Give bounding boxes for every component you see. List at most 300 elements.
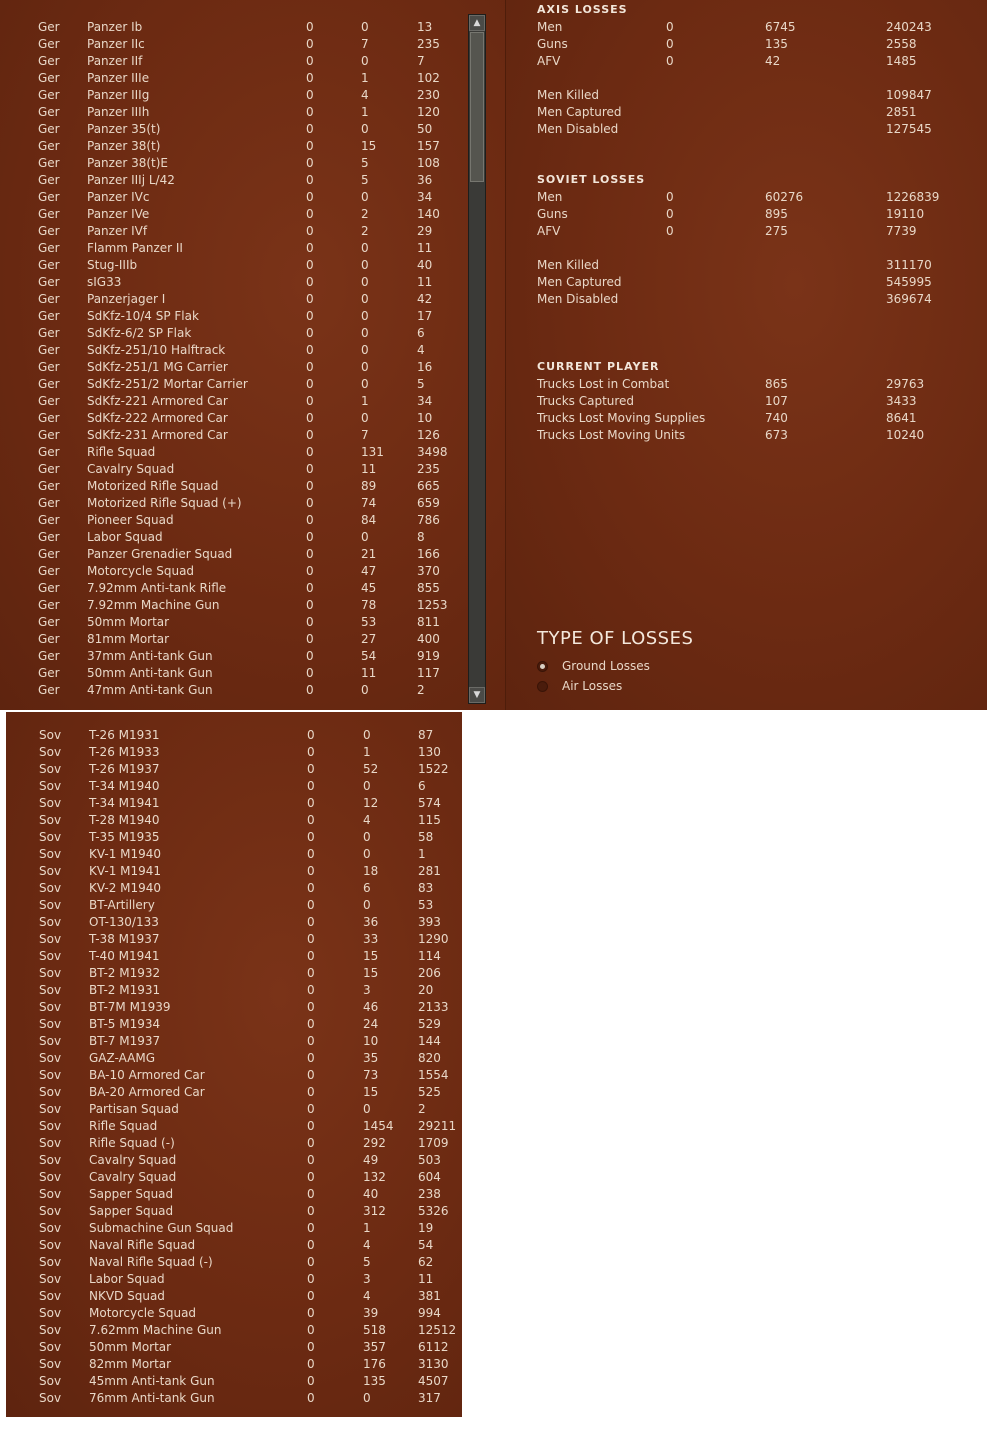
unit-loss-value: 1 [363,1221,371,1235]
unit-loss-value: 135 [363,1374,386,1388]
unit-nationality: Sov [39,830,62,844]
unit-loss-value: 0 [306,615,314,629]
unit-loss-value: 0 [306,20,314,34]
unit-row[interactable] [0,325,505,342]
unit-row[interactable] [0,597,505,614]
stat-value: 60276 [765,190,804,204]
current-player-heading: CURRENT PLAYER [537,360,660,373]
unit-nationality: Sov [39,1221,62,1235]
unit-loss-value: 0 [307,1238,315,1252]
unit-nationality: Ger [38,275,60,289]
unit-nationality: Ger [38,530,60,544]
unit-name: 37mm Anti-tank Gun [87,649,213,663]
unit-loss-value: 0 [363,1391,371,1405]
unit-name: T-26 M1933 [89,745,160,759]
unit-nationality: Ger [38,581,60,595]
unit-loss-value: 0 [306,88,314,102]
unit-loss-value: 0 [361,343,369,357]
scroll-thumb[interactable] [470,32,484,182]
stat-value: 2851 [886,105,917,119]
unit-nationality: Ger [38,326,60,340]
unit-loss-value: 53 [361,615,377,629]
stat-value: 369674 [886,292,932,306]
unit-loss-total: 1253 [417,598,448,612]
unit-loss-value: 312 [363,1204,386,1218]
unit-loss-value: 0 [306,173,314,187]
unit-loss-value: 0 [307,949,315,963]
unit-row[interactable] [6,1186,462,1203]
unit-loss-total: 29211 [418,1119,457,1133]
unit-nationality: Ger [38,360,60,374]
unit-loss-value: 0 [306,513,314,527]
unit-row[interactable] [6,1152,462,1169]
unit-row[interactable] [6,1118,462,1135]
unit-row[interactable] [0,461,505,478]
unit-nationality: Ger [38,343,60,357]
unit-nationality: Ger [38,666,60,680]
unit-nationality: Sov [39,1374,62,1388]
unit-loss-total: 53 [418,898,434,912]
unit-nationality: Sov [39,881,62,895]
unit-loss-total: 370 [417,564,440,578]
unit-loss-total: 2 [417,683,425,697]
unit-row[interactable] [6,931,462,948]
unit-loss-value: 0 [306,411,314,425]
unit-name: Panzer Ib [87,20,143,34]
unit-loss-total: 166 [417,547,440,561]
unit-name: Submachine Gun Squad [89,1221,234,1235]
unit-row[interactable] [6,1033,462,1050]
unit-row[interactable] [6,1271,462,1288]
unit-loss-total: 7 [417,54,425,68]
unit-loss-value: 39 [363,1306,379,1320]
unit-row[interactable] [0,155,505,172]
unit-loss-value: 0 [306,564,314,578]
unit-row[interactable] [0,308,505,325]
stat-label: Men Disabled [537,292,619,306]
unit-loss-total: 6112 [418,1340,449,1354]
unit-nationality: Ger [38,632,60,646]
unit-name: Motorized Rifle Squad (+) [87,496,242,510]
unit-row[interactable] [6,1237,462,1254]
list-scrollbar[interactable] [468,14,486,704]
unit-loss-value: 0 [307,966,315,980]
unit-row[interactable] [6,1373,462,1390]
unit-row[interactable] [0,342,505,359]
unit-loss-value: 0 [307,796,315,810]
unit-name: 50mm Anti-tank Gun [87,666,213,680]
unit-nationality: Sov [39,1119,62,1133]
unit-row[interactable] [0,206,505,223]
unit-row[interactable] [0,393,505,410]
unit-loss-value: 0 [361,411,369,425]
unit-row[interactable] [6,914,462,931]
unit-loss-value: 0 [363,847,371,861]
unit-loss-value: 0 [306,37,314,51]
unit-name: OT-130/133 [89,915,159,929]
unit-loss-value: 0 [306,530,314,544]
unit-row[interactable] [6,1169,462,1186]
soviet-losses-heading: SOVIET LOSSES [537,173,646,186]
unit-loss-value: 0 [361,530,369,544]
unit-row[interactable] [0,274,505,291]
unit-loss-value: 0 [306,326,314,340]
unit-name: Panzer IVe [87,207,150,221]
unit-row[interactable] [0,665,505,682]
unit-nationality: Sov [39,915,62,929]
unit-row[interactable] [6,1305,462,1322]
unit-nationality: Ger [38,173,60,187]
unit-loss-value: 176 [363,1357,386,1371]
unit-loss-value: 52 [363,762,379,776]
unit-name: BT-7 M1937 [89,1034,161,1048]
unit-row[interactable] [0,376,505,393]
unit-row[interactable] [6,999,462,1016]
scroll-up-icon[interactable]: ▲ [469,15,485,31]
unit-row[interactable] [0,427,505,444]
unit-loss-value: 0 [306,292,314,306]
stat-value: 0 [666,190,674,204]
unit-nationality: Ger [38,122,60,136]
unit-row[interactable] [6,812,462,829]
stat-value: 10240 [886,428,925,442]
unit-row[interactable] [0,478,505,495]
unit-name: BT-7M M1939 [89,1000,171,1014]
unit-name: NKVD Squad [89,1289,165,1303]
unit-loss-total: 4 [417,343,425,357]
unit-row[interactable] [0,104,505,121]
unit-name: T-26 M1931 [89,728,160,742]
unit-name: SdKfz-222 Armored Car [87,411,228,425]
unit-loss-value: 33 [363,932,379,946]
stat-value: 6745 [765,20,796,34]
unit-name: Panzer IVc [87,190,150,204]
unit-loss-total: 11 [418,1272,434,1286]
unit-row[interactable] [6,1203,462,1220]
unit-row[interactable] [6,829,462,846]
unit-loss-total: 34 [417,190,433,204]
unit-row[interactable] [0,614,505,631]
stat-label: Men [537,20,563,34]
unit-row[interactable] [0,529,505,546]
unit-row[interactable] [6,1067,462,1084]
unit-loss-total: 1554 [418,1068,449,1082]
stat-row [506,121,987,138]
unit-loss-value: 5 [361,156,369,170]
unit-nationality: Sov [39,1034,62,1048]
unit-nationality: Ger [38,37,60,51]
unit-row[interactable] [6,1220,462,1237]
unit-loss-total: 1709 [418,1136,449,1150]
unit-loss-total: 235 [417,462,440,476]
stat-value: 3433 [886,394,917,408]
unit-loss-total: 108 [417,156,440,170]
unit-loss-value: 15 [361,139,377,153]
unit-loss-total: 5326 [418,1204,449,1218]
unit-loss-value: 0 [306,649,314,663]
unit-loss-total: 3130 [418,1357,449,1371]
unit-nationality: Sov [39,864,62,878]
unit-nationality: Ger [38,598,60,612]
unit-name: Panzer IIc [87,37,145,51]
unit-name: T-35 M1935 [89,830,160,844]
unit-loss-value: 7 [361,37,369,51]
unit-loss-total: 235 [417,37,440,51]
unit-loss-value: 0 [307,1391,315,1405]
unit-name: Panzer IIIe [87,71,150,85]
unit-loss-total: 503 [418,1153,441,1167]
unit-nationality: Sov [39,796,62,810]
unit-loss-total: 393 [418,915,441,929]
stat-value: 1226839 [886,190,940,204]
unit-loss-value: 47 [361,564,377,578]
unit-loss-total: 230 [417,88,440,102]
unit-row[interactable] [6,880,462,897]
unit-name: BT-Artillery [89,898,155,912]
unit-loss-total: 400 [417,632,440,646]
unit-loss-value: 18 [363,864,379,878]
unit-row[interactable] [6,1390,462,1407]
stat-row [506,393,987,410]
unit-row[interactable] [0,495,505,512]
unit-loss-value: 0 [307,932,315,946]
unit-loss-value: 36 [363,915,379,929]
unit-name: Panzerjager I [87,292,166,306]
unit-row[interactable] [6,778,462,795]
unit-loss-value: 0 [307,1374,315,1388]
unit-nationality: Ger [38,513,60,527]
unit-loss-value: 0 [361,190,369,204]
unit-loss-value: 0 [307,830,315,844]
unit-loss-value: 27 [361,632,377,646]
unit-loss-total: 34 [417,394,433,408]
unit-loss-total: 8 [417,530,425,544]
unit-loss-total: 2 [418,1102,426,1116]
unit-name: Panzer Grenadier Squad [87,547,233,561]
unit-name: Panzer IIIg [87,88,150,102]
unit-nationality: Ger [38,88,60,102]
unit-row[interactable] [0,359,505,376]
unit-row[interactable] [6,761,462,778]
unit-row[interactable] [0,291,505,308]
radio-unselected-icon[interactable] [537,681,548,692]
unit-loss-total: 16 [417,360,433,374]
unit-row[interactable] [0,138,505,155]
unit-row[interactable] [6,1084,462,1101]
unit-loss-value: 0 [306,275,314,289]
unit-loss-total: 19 [418,1221,434,1235]
unit-row[interactable] [0,240,505,257]
unit-name: 7.92mm Anti-tank Rifle [87,581,227,595]
unit-loss-total: 11 [417,275,433,289]
stat-row [506,36,987,53]
unit-nationality: Ger [38,649,60,663]
unit-row[interactable] [6,1050,462,1067]
unit-row[interactable] [0,546,505,563]
unit-loss-value: 0 [306,632,314,646]
stat-value: 0 [666,37,674,51]
unit-loss-value: 1 [361,394,369,408]
unit-loss-value: 40 [363,1187,379,1201]
unit-row[interactable] [0,444,505,461]
unit-loss-value: 15 [363,949,379,963]
unit-row[interactable] [0,53,505,70]
unit-loss-value: 0 [307,1272,315,1286]
unit-row[interactable] [0,172,505,189]
unit-loss-total: 62 [418,1255,434,1269]
unit-loss-total: 13 [417,20,433,34]
stat-value: 8641 [886,411,917,425]
unit-nationality: Sov [39,932,62,946]
unit-row[interactable] [0,189,505,206]
stat-value: 311170 [886,258,932,272]
unit-nationality: Sov [39,728,62,742]
unit-loss-value: 4 [363,1289,371,1303]
stat-value: 7739 [886,224,917,238]
unit-name: BT-2 M1931 [89,983,161,997]
unit-loss-value: 0 [307,1255,315,1269]
unit-row[interactable] [6,948,462,965]
unit-loss-value: 0 [307,1204,315,1218]
unit-name: T-40 M1941 [89,949,160,963]
unit-nationality: Ger [38,615,60,629]
unit-loss-total: 12512 [418,1323,457,1337]
unit-row[interactable] [0,121,505,138]
unit-nationality: Sov [39,898,62,912]
unit-name: sIG33 [87,275,122,289]
unit-loss-total: 659 [417,496,440,510]
unit-loss-value: 0 [361,20,369,34]
unit-loss-value: 1454 [363,1119,394,1133]
unit-nationality: Sov [39,1340,62,1354]
scroll-down-icon[interactable]: ▼ [469,687,485,703]
unit-row[interactable] [0,70,505,87]
unit-loss-value: 0 [307,728,315,742]
unit-name: Motorcycle Squad [89,1306,197,1320]
unit-name: Labor Squad [87,530,163,544]
unit-loss-value: 0 [306,445,314,459]
stat-row [506,189,987,206]
unit-loss-value: 0 [306,241,314,255]
unit-row[interactable] [6,1288,462,1305]
unit-loss-value: 73 [363,1068,379,1082]
unit-loss-total: 317 [418,1391,441,1405]
unit-name: T-34 M1940 [89,779,160,793]
unit-loss-total: 83 [418,881,434,895]
unit-row[interactable] [6,1322,462,1339]
unit-row[interactable] [6,897,462,914]
unit-row[interactable] [0,257,505,274]
unit-loss-total: 42 [417,292,433,306]
stat-row [506,274,987,291]
unit-name: Motorcycle Squad [87,564,195,578]
unit-loss-value: 0 [361,258,369,272]
unit-row[interactable] [6,846,462,863]
unit-name: Naval Rifle Squad [89,1238,196,1252]
unit-name: Rifle Squad [87,445,156,459]
unit-nationality: Sov [39,966,62,980]
unit-row[interactable] [6,1016,462,1033]
unit-row[interactable] [6,965,462,982]
unit-loss-total: 574 [418,796,441,810]
unit-nationality: Sov [39,762,62,776]
unit-row[interactable] [0,580,505,597]
unit-nationality: Sov [39,1170,62,1184]
unit-loss-total: 3498 [417,445,448,459]
unit-loss-value: 0 [307,1187,315,1201]
unit-row[interactable] [6,863,462,880]
radio-selected-icon[interactable] [537,661,548,672]
unit-row[interactable] [0,36,505,53]
stat-value: 135 [765,37,788,51]
unit-row[interactable] [6,795,462,812]
unit-row[interactable] [0,563,505,580]
unit-row[interactable] [6,1339,462,1356]
unit-nationality: Sov [39,847,62,861]
unit-loss-value: 7 [361,428,369,442]
stat-row [506,104,987,121]
unit-name: Flamm Panzer II [87,241,183,255]
unit-row[interactable] [6,982,462,999]
stat-label: AFV [537,224,561,238]
unit-loss-total: 811 [417,615,440,629]
unit-name: SdKfz-10/4 SP Flak [87,309,199,323]
stat-row [506,410,987,427]
unit-loss-value: 0 [307,1323,315,1337]
unit-name: 82mm Mortar [89,1357,172,1371]
unit-row[interactable] [0,410,505,427]
unit-row[interactable] [0,631,505,648]
unit-loss-value: 0 [361,683,369,697]
stat-value: 0 [666,20,674,34]
unit-row[interactable] [0,512,505,529]
unit-name: Stug-IIIb [87,258,138,272]
unit-loss-value: 0 [307,762,315,776]
unit-name: SdKfz-221 Armored Car [87,394,228,408]
unit-nationality: Sov [39,779,62,793]
unit-row[interactable] [6,1254,462,1271]
unit-row[interactable] [6,1101,462,1118]
unit-row[interactable] [0,223,505,240]
unit-name: 7.92mm Machine Gun [87,598,220,612]
unit-row[interactable] [0,648,505,665]
unit-nationality: Sov [39,1255,62,1269]
unit-name: Motorized Rifle Squad [87,479,219,493]
unit-row[interactable] [0,19,505,36]
unit-row[interactable] [6,744,462,761]
unit-nationality: Sov [39,1017,62,1031]
unit-loss-value: 0 [307,1000,315,1014]
unit-row[interactable] [0,87,505,104]
unit-nationality: Ger [38,139,60,153]
unit-loss-total: 117 [417,666,440,680]
unit-loss-value: 0 [306,105,314,119]
stat-value: 740 [765,411,788,425]
unit-row[interactable] [6,1135,462,1152]
unit-loss-value: 54 [361,649,377,663]
unit-name: BA-20 Armored Car [89,1085,205,1099]
unit-loss-total: 140 [417,207,440,221]
unit-row[interactable] [0,682,505,699]
unit-row[interactable] [6,1356,462,1373]
unit-row[interactable] [6,727,462,744]
unit-loss-value: 89 [361,479,377,493]
stat-label: Men Killed [537,258,600,272]
unit-loss-value: 0 [307,1357,315,1371]
unit-name: Sapper Squad [89,1187,174,1201]
stat-label: Trucks Lost in Combat [537,377,670,391]
unit-loss-value: 0 [307,1051,315,1065]
